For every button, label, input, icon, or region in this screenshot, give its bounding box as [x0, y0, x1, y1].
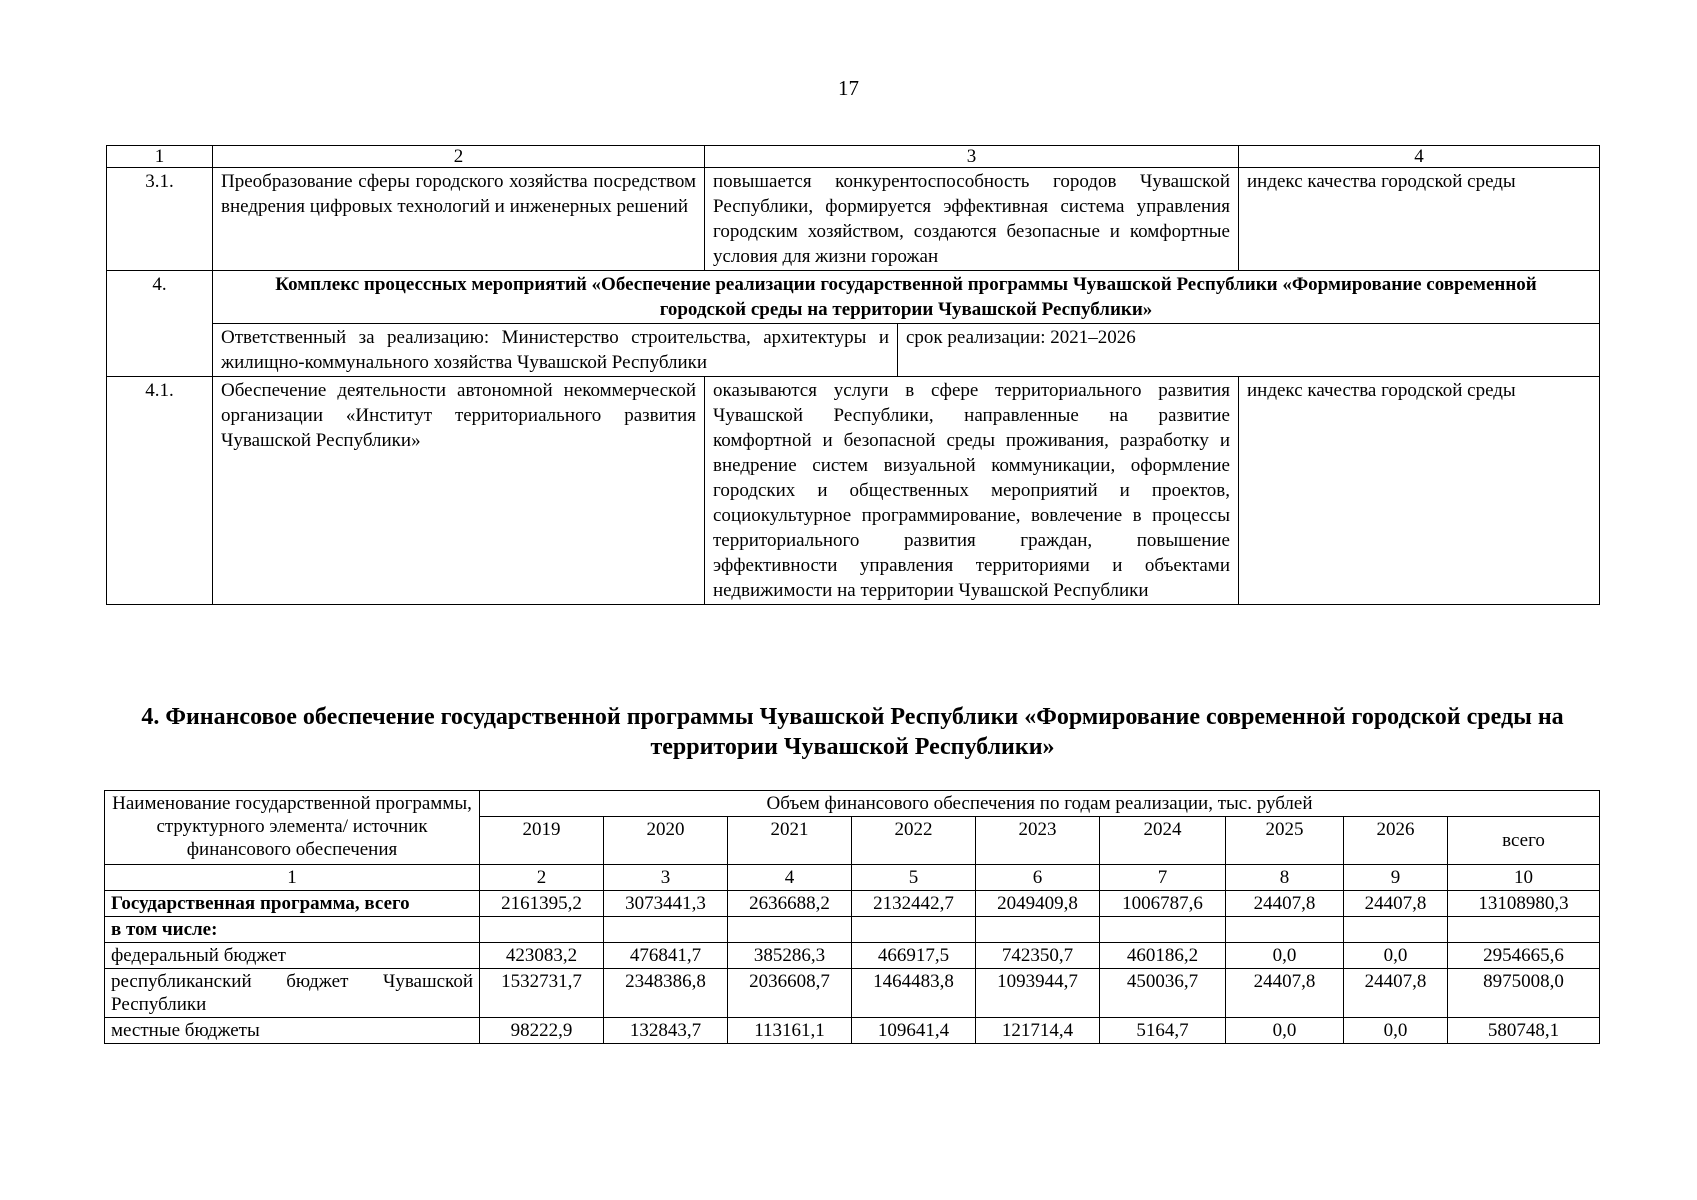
value-cell: 24407,8	[1344, 969, 1448, 1018]
value-cell	[976, 917, 1100, 943]
row-number: 4.1.	[107, 377, 213, 605]
value-cell: 742350,7	[976, 943, 1100, 969]
col-number: 8	[1226, 865, 1344, 891]
value-cell: 1464483,8	[852, 969, 976, 1018]
total-header: всего	[1448, 817, 1600, 865]
value-cell: 98222,9	[480, 1018, 604, 1044]
value-cell: 450036,7	[1100, 969, 1226, 1018]
year-header: 2024	[1100, 817, 1226, 865]
value-cell: 385286,3	[728, 943, 852, 969]
col-number: 1	[105, 865, 480, 891]
term-cell: срок реализации: 2021–2026	[898, 324, 1600, 377]
row-label: федеральный бюджет	[105, 943, 480, 969]
year-header: 2019	[480, 817, 604, 865]
page-number: 17	[838, 76, 859, 100]
col-number: 10	[1448, 865, 1600, 891]
total-cell: 8975008,0	[1448, 969, 1600, 1018]
year-header: 2023	[976, 817, 1100, 865]
col-number: 2	[480, 865, 604, 891]
value-cell	[728, 917, 852, 943]
year-header: 2020	[604, 817, 728, 865]
row-number: 3.1.	[107, 168, 213, 271]
value-cell: 2348386,8	[604, 969, 728, 1018]
effect-cell: оказываются услуги в сфере территориального развития Чувашской Республики, направленные на развитие комфортной и безопасной среды проживания, разработку и внедрение систем визуальной коммуникации, оформление городских и общественных мероприятий и проектов, социокультурное программирование, вовлечение в процессы территориального развития граждан, повышение эффективности управления территориями и объектами недвижимости на территории Чувашской Республики	[705, 377, 1239, 605]
value-cell	[1226, 917, 1344, 943]
year-header: 2021	[728, 817, 852, 865]
table-row	[105, 891, 1600, 917]
total-cell: 13108980,3	[1448, 891, 1600, 917]
section-title-cell: Комплекс процессных мероприятий «Обеспечение реализации государственной программы Чувашской Республики «Формирование современной городской среды на территории Чувашской Республики»	[213, 271, 1600, 324]
value-cell: 132843,7	[604, 1018, 728, 1044]
responsible-row	[107, 324, 1600, 377]
table-row	[107, 168, 1600, 271]
value-cell	[1344, 917, 1448, 943]
col-header-3: 3	[705, 146, 1239, 168]
task-cell: Преобразование сферы городского хозяйства посредством внедрения цифровых технологий и инженерных решений	[213, 168, 705, 271]
value-cell: 3073441,3	[604, 891, 728, 917]
year-header: 2026	[1344, 817, 1448, 865]
volume-header: Объем финансового обеспечения по годам реализации, тыс. рублей	[480, 791, 1600, 817]
value-cell	[1100, 917, 1226, 943]
value-cell: 2049409,8	[976, 891, 1100, 917]
name-header: Наименование государственной программы, структурного элемента/ источник финансового обеспечения	[105, 791, 480, 865]
value-cell: 121714,4	[976, 1018, 1100, 1044]
value-cell: 0,0	[1226, 1018, 1344, 1044]
row-label: республиканский бюджет Чувашской Республики	[105, 969, 480, 1018]
section-row	[107, 271, 1600, 324]
value-cell	[480, 917, 604, 943]
col-number: 6	[976, 865, 1100, 891]
col-number: 9	[1344, 865, 1448, 891]
value-cell: 466917,5	[852, 943, 976, 969]
value-cell: 24407,8	[1226, 891, 1344, 917]
year-header: 2025	[1226, 817, 1344, 865]
value-cell: 1093944,7	[976, 969, 1100, 1018]
value-cell: 0,0	[1344, 943, 1448, 969]
value-cell: 0,0	[1226, 943, 1344, 969]
finance-table	[104, 790, 1600, 1044]
activities-table	[106, 145, 1600, 605]
col-number: 7	[1100, 865, 1226, 891]
effect-cell: повышается конкурентоспособность городов Чувашской Республики, формируется эффективная система управления городским хозяйством, создаются безопасные и комфортные условия для жизни горожан	[705, 168, 1239, 271]
table-row	[105, 917, 1600, 943]
finance-header-row	[105, 791, 1600, 817]
section-number: 4.	[107, 271, 213, 377]
value-cell: 0,0	[1344, 1018, 1448, 1044]
value-cell: 113161,1	[728, 1018, 852, 1044]
col-number: 5	[852, 865, 976, 891]
value-cell: 24407,8	[1344, 891, 1448, 917]
value-cell: 5164,7	[1100, 1018, 1226, 1044]
col-header-4: 4	[1239, 146, 1600, 168]
value-cell	[852, 917, 976, 943]
section-heading: 4. Финансовое обеспечение государственной программы Чувашской Республики «Формирование современной городской среды на территории Чувашской Республики»	[141, 704, 1564, 760]
task-cell: Обеспечение деятельности автономной некоммерческой организации «Институт территориального развития Чувашской Республики»	[213, 377, 705, 605]
total-cell: 580748,1	[1448, 1018, 1600, 1044]
row-label: местные бюджеты	[105, 1018, 480, 1044]
table-row	[107, 377, 1600, 605]
col-numbers-row	[105, 865, 1600, 891]
value-cell	[604, 917, 728, 943]
value-cell: 460186,2	[1100, 943, 1226, 969]
value-cell: 476841,7	[604, 943, 728, 969]
value-cell: 2636688,2	[728, 891, 852, 917]
value-cell: 24407,8	[1226, 969, 1344, 1018]
value-cell: 423083,2	[480, 943, 604, 969]
col-number: 3	[604, 865, 728, 891]
responsible-cell: Ответственный за реализацию: Министерство строительства, архитектуры и жилищно-коммунального хозяйства Чувашской Республики	[213, 324, 898, 377]
row-label: в том числе:	[105, 917, 480, 943]
total-cell: 2954665,6	[1448, 943, 1600, 969]
value-cell: 2132442,7	[852, 891, 976, 917]
table-row	[105, 969, 1600, 1018]
value-cell: 1006787,6	[1100, 891, 1226, 917]
value-cell: 2161395,2	[480, 891, 604, 917]
col-header-1: 1	[107, 146, 213, 168]
indicator-cell: индекс качества городской среды	[1239, 377, 1600, 605]
table-row	[105, 1018, 1600, 1044]
year-header: 2022	[852, 817, 976, 865]
col-number: 4	[728, 865, 852, 891]
indicator-cell: индекс качества городской среды	[1239, 168, 1600, 271]
value-cell: 1532731,7	[480, 969, 604, 1018]
col-header-2: 2	[213, 146, 705, 168]
value-cell: 2036608,7	[728, 969, 852, 1018]
total-cell	[1448, 917, 1600, 943]
value-cell: 109641,4	[852, 1018, 976, 1044]
row-label: Государственная программа, всего	[105, 891, 480, 917]
table-row	[105, 943, 1600, 969]
table-header-row	[107, 146, 1600, 168]
